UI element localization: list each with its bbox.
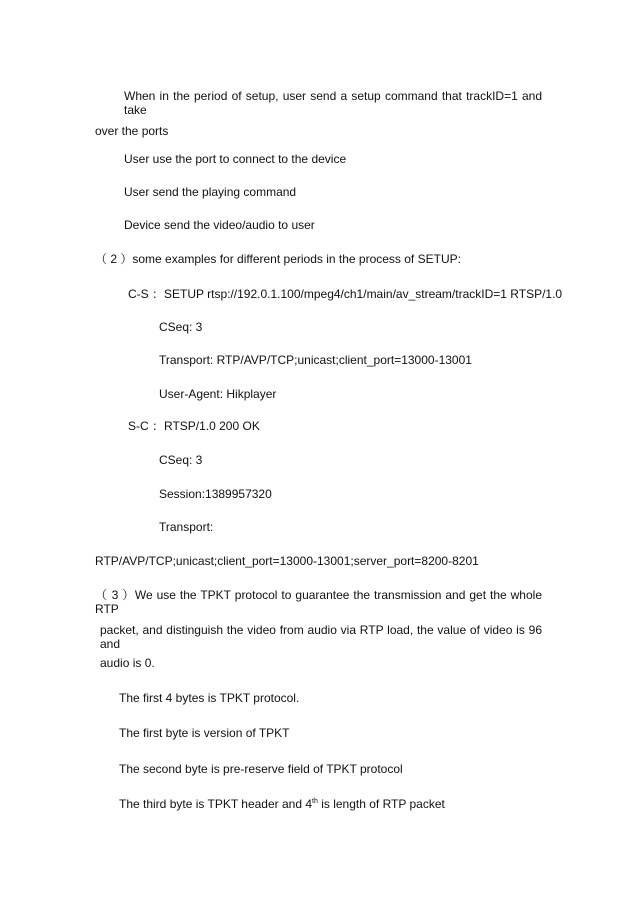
paragraph-line	[119, 797, 445, 811]
superscript: th	[312, 798, 318, 805]
code-line: S-C ：RTSP/1.0 200 OK	[128, 419, 260, 433]
paragraph-text: is length of RTP packet	[317, 797, 445, 811]
paragraph-line: User send the playing command	[124, 185, 297, 199]
paragraph-line: audio is 0.	[100, 656, 155, 670]
section-heading-2: （ 2 ）some examples for different periods in the process of SETUP:	[95, 252, 461, 266]
code-line: Transport:	[159, 520, 214, 534]
paragraph-line: User use the port to connect to the device	[124, 152, 347, 166]
paragraph-text: The third byte is TPKT header and 4	[119, 797, 313, 811]
section-heading-3: （ 3 ）We use the TPKT protocol to guarantee the transmission and get the whole RTP	[95, 588, 542, 616]
code-line: Transport: RTP/AVP/TCP;unicast;client_port=13000-13001	[159, 353, 472, 367]
code-line: Session:1389957320	[159, 487, 272, 501]
paragraph-line: packet, and distinguish the video from audio via RTP load, the value of video is 96 and	[100, 623, 542, 651]
code-line: RTP/AVP/TCP;unicast;client_port=13000-13001;server_port=8200-8201	[95, 554, 479, 568]
paragraph-line: When in the period of setup, user send a setup command that trackID=1 and take	[124, 89, 542, 117]
paragraph-line: Device send the video/audio to user	[124, 218, 315, 232]
code-line: CSeq: 3	[159, 320, 203, 334]
paragraph-line: over the ports	[95, 124, 169, 138]
code-line: C-S ：SETUP rtsp://192.0.1.100/mpeg4/ch1/main/av_stream/trackID=1 RTSP/1.0	[128, 287, 563, 301]
paragraph-line: The first 4 bytes is TPKT protocol.	[119, 691, 300, 705]
code-line: User-Agent: Hikplayer	[159, 387, 277, 401]
paragraph-line: The second byte is pre-reserve field of TPKT protocol	[119, 762, 403, 776]
code-line: CSeq: 3	[159, 453, 203, 467]
paragraph-line: The first byte is version of TPKT	[119, 726, 290, 740]
